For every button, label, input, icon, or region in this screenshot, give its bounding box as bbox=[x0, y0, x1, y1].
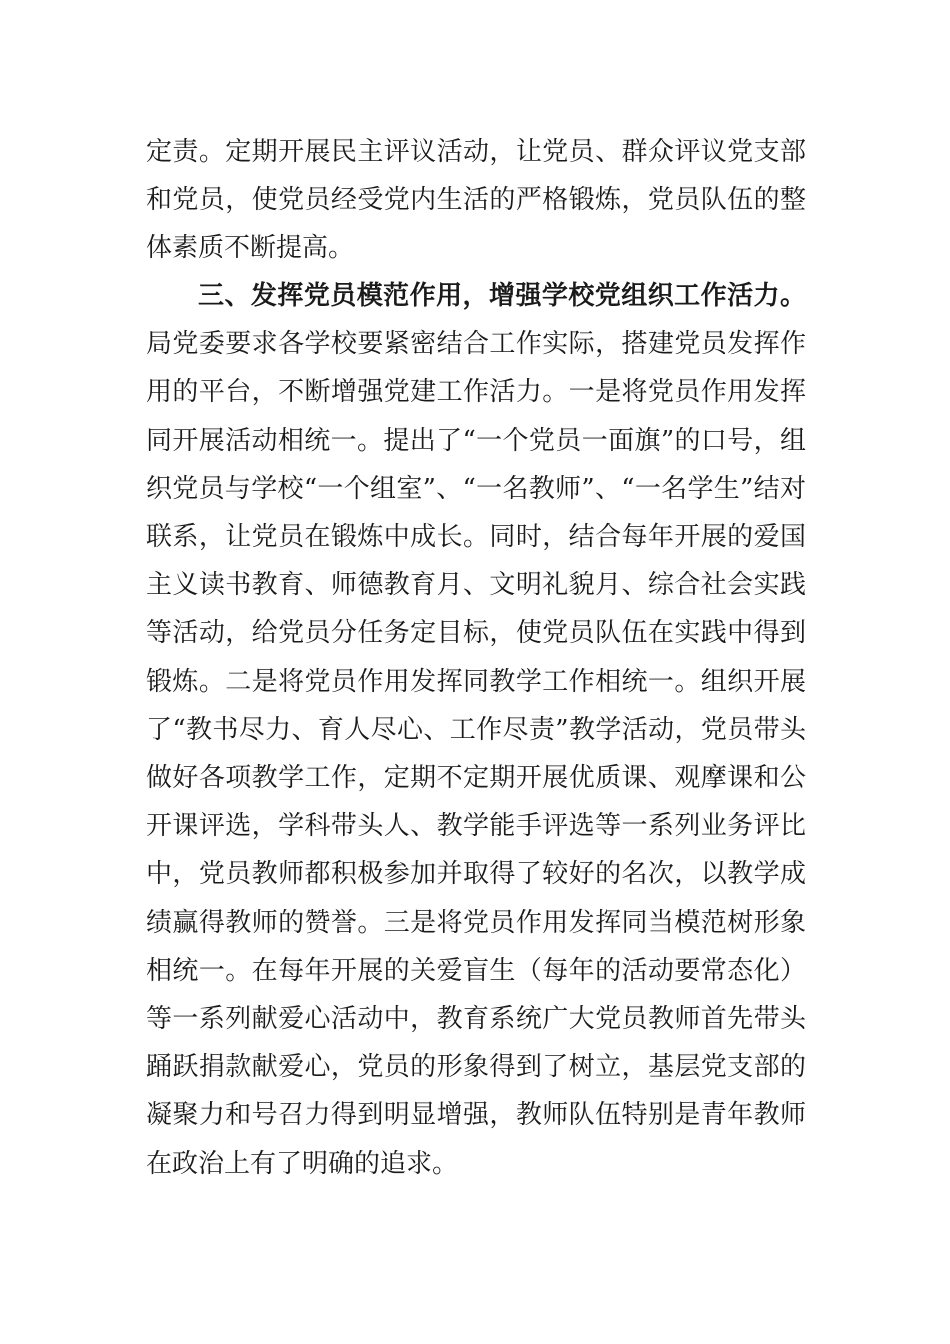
section-heading: 三、发挥党员模范作用，增强学校党组织工作活力。 bbox=[198, 281, 806, 311]
section-body: 局党委要求各学校要紧密结合工作实际，搭建党员发挥作用的平台，不断增强党建工作活力。一是将党员作用发挥同开展活动相统一。提出了“一个党员一面旗”的口号，组织党员与学校“一个组室”、“一名教师”、“一名学生”结对联系，让党员在锻炼中成长。同时，结合每年开展的爱国主义读书教育、师德教育月、文明礼貌月、综合社会实践等活动，给党员分任务定目标，使党员队伍在实践中得到锻炼。二是将党员作用发挥同教学工作相统一。组织开展了“教书尽力、育人尽心、工作尽责”教学活动，党员带头做好各项教学工作，定期不定期开展优质课、观摩课和公开课评选，学科带头人、教学能手评选等一系列业务评比中，党员教师都积极参加并取得了较好的名次，以教学成绩赢得教师的赞誉。三是将党员作用发挥同当模范树形象相统一。在每年开展的关爱盲生（每年的活动要常态化）等一系列献爱心活动中，教育系统广大党员教师首先带头踊跃捐款献爱心，党员的形象得到了树立，基层党支部的凝聚力和号召力得到明显增强，教师队伍特别是青年教师在政治上有了明确的追求。 bbox=[146, 329, 806, 1179]
paragraph-section-three bbox=[146, 272, 806, 1188]
paragraph-continuation: 定责。定期开展民主评议活动，让党员、群众评议党支部和党员，使党员经受党内生活的严格锻炼，党员队伍的整体素质不断提高。 bbox=[146, 137, 806, 264]
